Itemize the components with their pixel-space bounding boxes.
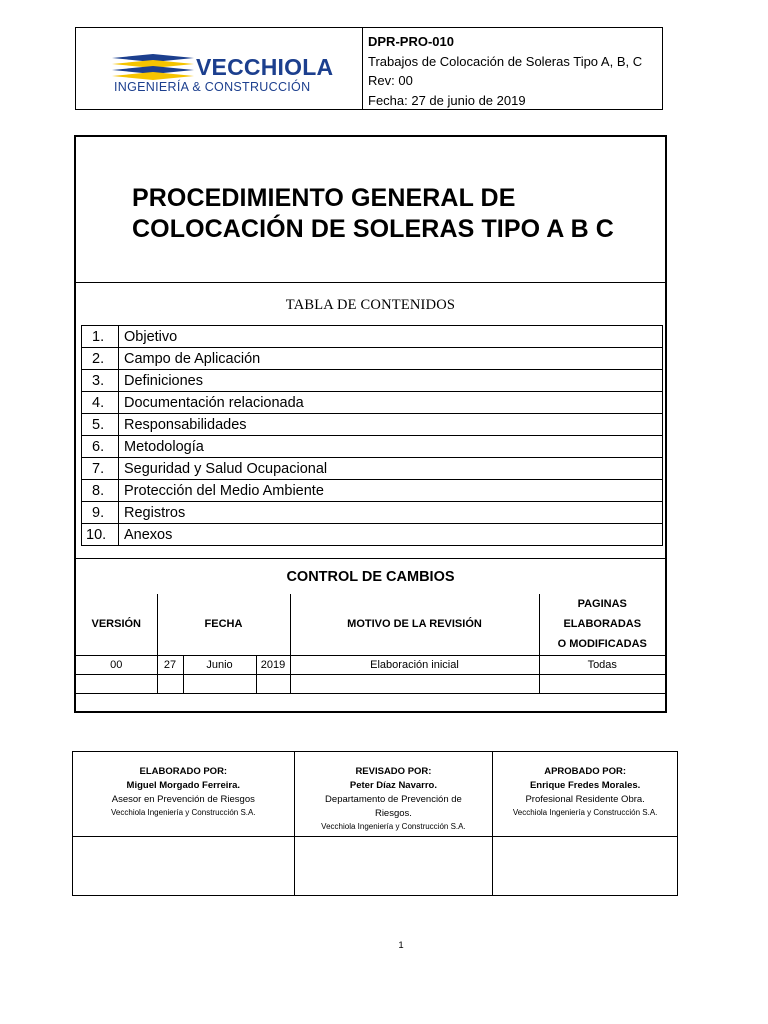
toc-row bbox=[82, 524, 663, 546]
made-position: Asesor en Prevención de Riesgos bbox=[111, 794, 255, 805]
header-version: VERSIÓN bbox=[76, 594, 157, 655]
toc-label: Objetivo bbox=[119, 326, 663, 348]
toc-row bbox=[82, 348, 663, 370]
toc-row bbox=[82, 370, 663, 392]
toc-number: 10. bbox=[82, 524, 119, 546]
toc-row bbox=[82, 414, 663, 436]
header-pages-line-1: PAGINAS bbox=[577, 598, 627, 611]
main-frame bbox=[74, 135, 667, 713]
approved-company: Vecchiola Ingeniería y Construcción S.A. bbox=[512, 808, 658, 817]
cell-reason: Elaboración inicial bbox=[290, 655, 539, 674]
signature-info-row bbox=[73, 752, 678, 837]
reviewed-role: REVISADO POR: bbox=[355, 766, 432, 777]
cell-pages: Todas bbox=[539, 655, 665, 674]
toc-row bbox=[82, 436, 663, 458]
toc-label: Documentación relacionada bbox=[119, 392, 663, 414]
toc-number: 4. bbox=[82, 392, 119, 414]
title-box bbox=[76, 137, 665, 283]
made-name: Miguel Morgado Ferreira. bbox=[126, 780, 241, 791]
document-code: DPR-PRO-010 bbox=[368, 34, 454, 49]
signature-box-made bbox=[73, 837, 295, 896]
toc-caption: TABLA DE CONTENIDOS bbox=[285, 297, 456, 313]
change-control-title: CONTROL DE CAMBIOS bbox=[286, 569, 455, 585]
approved-name: Enrique Fredes Morales. bbox=[529, 780, 641, 791]
document-revision: Rev: 00 bbox=[368, 73, 413, 88]
toc-label: Campo de Aplicación bbox=[119, 348, 663, 370]
logo-brand-subtitle: INGENIERÍA & CONSTRUCCIÓN bbox=[114, 80, 311, 94]
approved-position: Profesional Residente Obra. bbox=[525, 794, 645, 805]
toc-row bbox=[82, 326, 663, 348]
toc-label: Responsabilidades bbox=[119, 414, 663, 436]
toc-row bbox=[82, 502, 663, 524]
toc-label: Metodología bbox=[119, 436, 663, 458]
header-pages-line-2: ELABORADAS bbox=[563, 618, 642, 631]
made-company: Vecchiola Ingeniería y Construcción S.A. bbox=[111, 808, 256, 817]
signature-made bbox=[73, 752, 295, 837]
signature-reviewed bbox=[294, 752, 493, 837]
toc-label: Protección del Medio Ambiente bbox=[119, 480, 663, 502]
title-line-2: COLOCACIÓN DE SOLERAS TIPO A B C bbox=[132, 215, 614, 243]
cell-year: 2019 bbox=[256, 655, 290, 674]
approved-role: APROBADO POR: bbox=[544, 766, 627, 777]
table-row-empty bbox=[76, 674, 665, 693]
signature-box-reviewed bbox=[294, 837, 493, 896]
table-row-empty bbox=[76, 693, 665, 712]
signature-box-approved bbox=[493, 837, 678, 896]
document-header bbox=[75, 27, 663, 110]
cell-month: Junio bbox=[183, 655, 256, 674]
toc-number: 9. bbox=[82, 502, 119, 524]
toc-row bbox=[82, 480, 663, 502]
toc-number: 6. bbox=[82, 436, 119, 458]
reviewed-company: Vecchiola Ingeniería y Construcción S.A. bbox=[321, 822, 466, 831]
signature-blank-row bbox=[73, 837, 678, 896]
header-date: FECHA bbox=[157, 594, 290, 655]
change-control-header bbox=[76, 594, 665, 655]
cell-day: 27 bbox=[157, 655, 183, 674]
page-title bbox=[132, 183, 614, 245]
header-pages-line-3: O MODIFICADAS bbox=[557, 638, 647, 651]
title-line-1: PROCEDIMIENTO GENERAL DE bbox=[132, 184, 516, 212]
toc-number: 7. bbox=[82, 458, 119, 480]
document-info bbox=[363, 28, 662, 109]
toc-number: 5. bbox=[82, 414, 119, 436]
toc-number: 2. bbox=[82, 348, 119, 370]
toc-row bbox=[82, 458, 663, 480]
change-control-table bbox=[76, 594, 665, 712]
reviewed-name: Peter Díaz Navarro. bbox=[349, 780, 437, 791]
header-pages bbox=[539, 594, 665, 655]
company-logo bbox=[112, 52, 332, 96]
reviewed-position-2: Riesgos. bbox=[374, 808, 412, 819]
logo-chevron-icon bbox=[112, 54, 194, 80]
toc-label: Registros bbox=[119, 502, 663, 524]
made-role: ELABORADO POR: bbox=[139, 766, 228, 777]
toc-row bbox=[82, 392, 663, 414]
table-row bbox=[76, 655, 665, 674]
reviewed-position-1: Departamento de Prevención de bbox=[325, 794, 462, 805]
signature-approved bbox=[493, 752, 678, 837]
page-number: 1 bbox=[398, 940, 404, 951]
document-date: Fecha: 27 de junio de 2019 bbox=[368, 92, 526, 108]
toc-number: 1. bbox=[82, 326, 119, 348]
toc-number: 3. bbox=[82, 370, 119, 392]
toc-table bbox=[81, 325, 663, 546]
toc-number: 8. bbox=[82, 480, 119, 502]
header-reason: MOTIVO DE LA REVISIÓN bbox=[290, 594, 539, 655]
logo-cell bbox=[76, 28, 363, 109]
signature-table bbox=[72, 751, 678, 896]
logo-brand-name: VECCHIOLA bbox=[196, 54, 334, 80]
document-title: Trabajos de Colocación de Soleras Tipo A, B, C bbox=[368, 53, 643, 69]
divider bbox=[76, 558, 665, 559]
toc-label: Anexos bbox=[119, 524, 663, 546]
toc-label: Seguridad y Salud Ocupacional bbox=[119, 458, 663, 480]
toc-label: Definiciones bbox=[119, 370, 663, 392]
cell-version: 00 bbox=[76, 655, 157, 674]
